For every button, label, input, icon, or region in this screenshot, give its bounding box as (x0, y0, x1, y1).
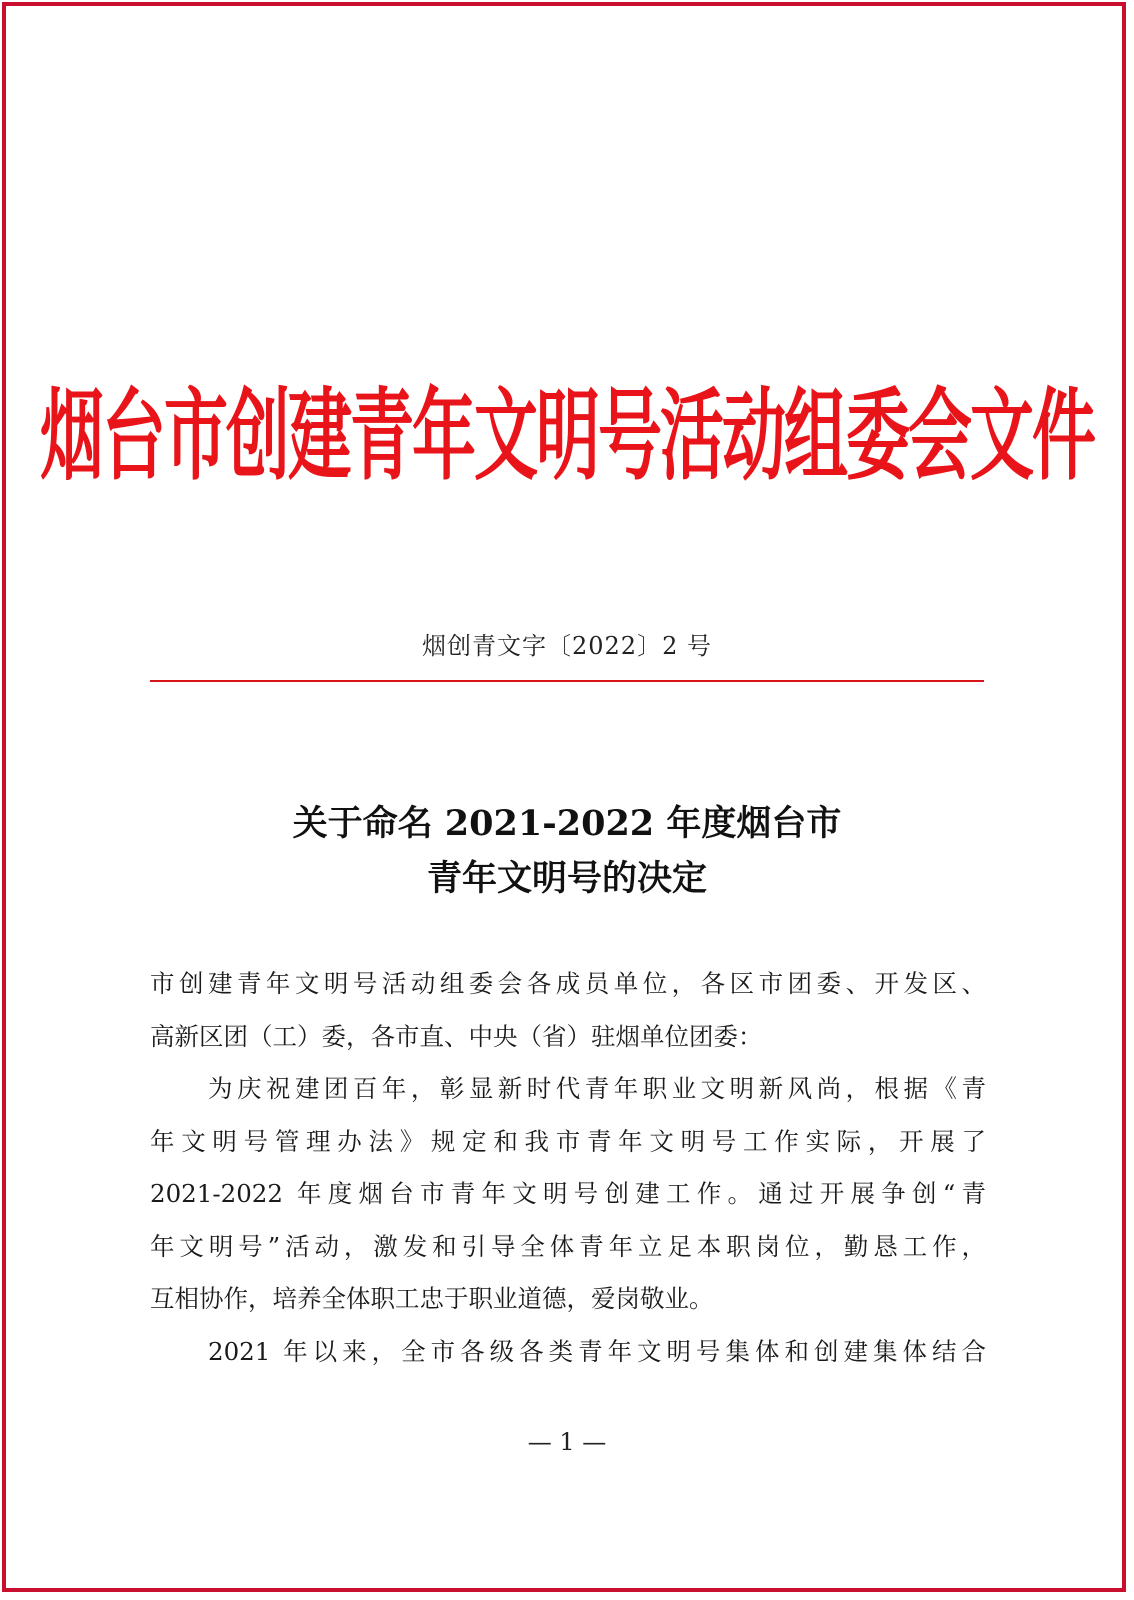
document-title (0, 796, 1134, 906)
paragraph-1-line-3: 2021-2022 年度烟台市青年文明号创建工作。通过开展争创“青 (150, 1179, 986, 1208)
document-number: 烟创青文字〔2022〕2 号 (422, 632, 712, 660)
paragraph-1-line-2: 年文明号管理办法》规定和我市青年文明号工作实际，开展了 (150, 1126, 986, 1156)
paragraph-2-line-1: 2021 年以来，全市各级各类青年文明号集体和创建集体结合 (208, 1336, 986, 1366)
paragraph-1-line-1: 为庆祝建团百年，彰显新时代青年职业文明新风尚，根据《青 (208, 1074, 986, 1103)
issuer-header-title: 烟台市创建青年文明号活动组委会文件 (40, 380, 1094, 495)
paragraph-1-line-5: 互相协作，培养全体职工忠于职业道德，爱岗敬业。 (150, 1284, 714, 1313)
addressee-line-2: 高新区团（工）委，各市直、中央（省）驻烟单位团委： (150, 1021, 763, 1051)
document-title-line-2: 青年文明号的决定 (426, 858, 707, 899)
page-number: — 1 — (527, 1428, 607, 1456)
addressee-line-1: 市创建青年文明号活动组委会各成员单位，各区市团委、开发区、 (150, 969, 986, 998)
document-body (150, 958, 986, 1378)
paragraph-1-line-4: 年文明号”活动，激发和引导全体青年立足本职岗位，勤恳工作， (150, 1231, 986, 1261)
header-divider-rule (150, 680, 984, 682)
document-title-line-1: 关于命名 2021-2022 年度烟台市 (292, 803, 842, 844)
